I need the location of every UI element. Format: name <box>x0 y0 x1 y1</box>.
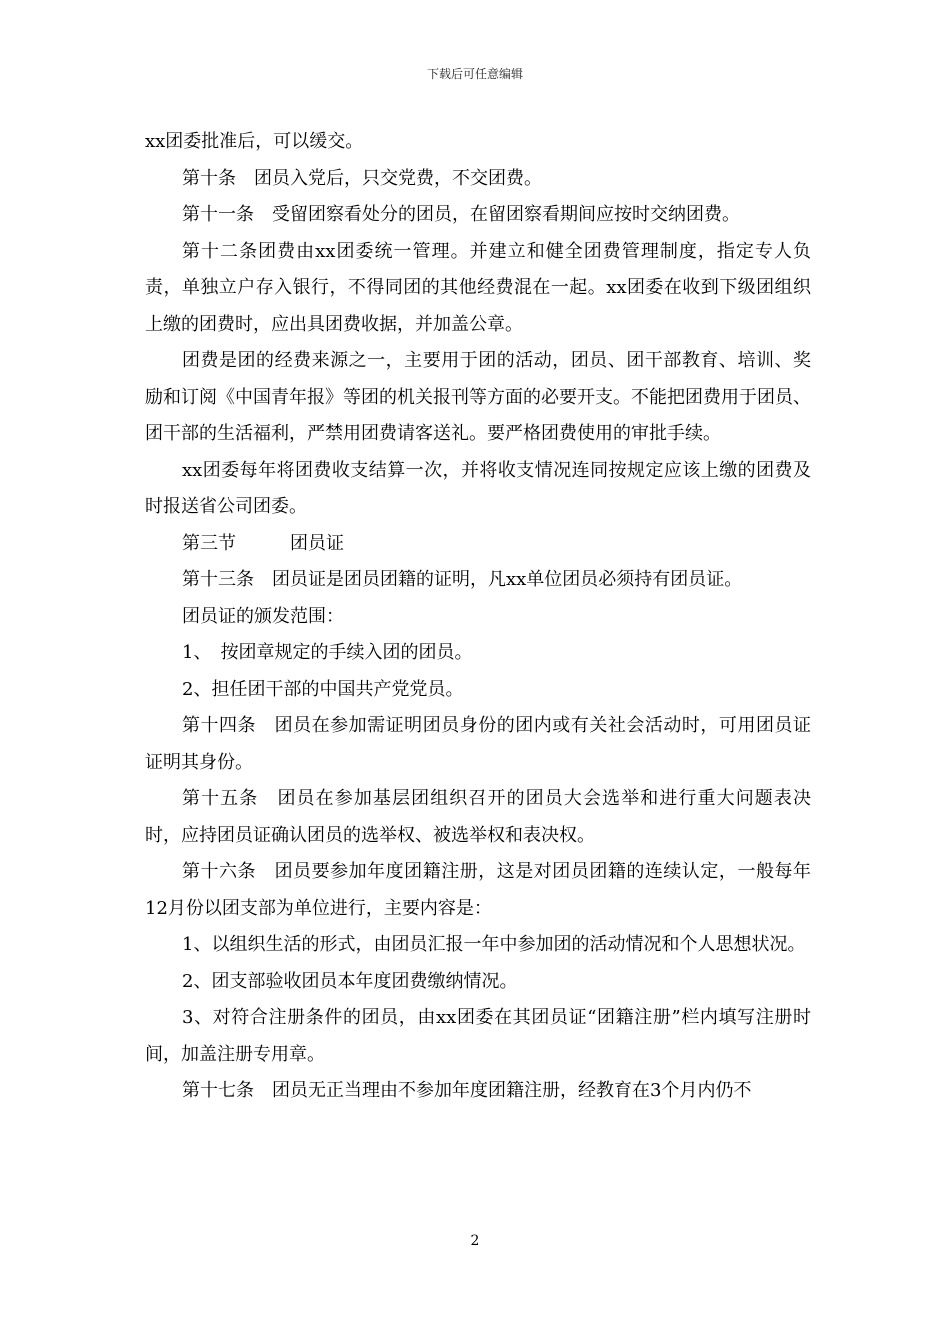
document-body <box>145 124 811 1110</box>
paragraph: 第十二条团费由xx团委统一管理。并建立和健全团费管理制度，指定专人负责，单独立户存入银行，不得同团的其他经费混在一起。xx团委在收到下级团组织上缴的团费时，应出具团费收据，并加盖公章。 <box>145 240 811 335</box>
paragraph: xx团委批准后，可以缓交。 <box>145 131 364 152</box>
paragraph: 2、担任团干部的中国共产党党员。 <box>182 678 464 700</box>
page-header: 下载后可任意编辑 <box>426 67 523 81</box>
paragraph: 第十五条 团员在参加基层团组织召开的团员大会选举和进行重大问题表决时，应持团员证确认团员的选举权、被选举权和表决权。 <box>145 788 811 846</box>
paragraph: 1、以组织生活的形式，由团员汇报一年中参加团的活动情况和个人思想状况。 <box>182 934 806 955</box>
page-number: 2 <box>470 1233 480 1249</box>
paragraph: 第十条 团员入党后，只交党费，不交团费。 <box>182 167 542 189</box>
paragraph: 第三节 团员证 <box>182 532 344 554</box>
paragraph: 第十六条 团员要参加年度团籍注册，这是对团员团籍的连续认定，一般每年12月份以团支部为单位进行，主要内容是： <box>145 861 811 919</box>
paragraph: 1、 按团章规定的手续入团的团员。 <box>182 642 473 663</box>
paragraph: 2、团支部验收团员本年度团费缴纳情况。 <box>182 970 518 992</box>
paragraph: 第十四条 团员在参加需证明团员身份的团内或有关社会活动时，可用团员证证明其身份。 <box>145 715 811 773</box>
paragraph: 第十七条 团员无正当理由不参加年度团籍注册，经教育在3个月内仍不 <box>182 1080 752 1101</box>
paragraph: 第十三条 团员证是团员团籍的证明，凡xx单位团员必须持有团员证。 <box>182 569 743 590</box>
paragraph: 团费是团的经费来源之一，主要用于团的活动，团员、团干部教育、培训、奖励和订阅《中国青年报》等团的机关报刊等方面的必要开支。不能把团费用于团员、团干部的生活福利，严禁用团费请客送礼。要严格团费使用的审批手续。 <box>145 350 811 444</box>
paragraph: 第十一条 受留团察看处分的团员，在留团察看期间应按时交纳团费。 <box>182 204 740 225</box>
paragraph: xx团委每年将团费收支结算一次，并将收支情况连同按规定应该上缴的团费及时报送省公司团委。 <box>145 459 811 517</box>
paragraph: 3、对符合注册条件的团员，由xx团委在其团员证“团籍注册”栏内填写注册时间，加盖注册专用章。 <box>145 1007 811 1065</box>
paragraph: 团员证的颁发范围： <box>182 605 344 627</box>
